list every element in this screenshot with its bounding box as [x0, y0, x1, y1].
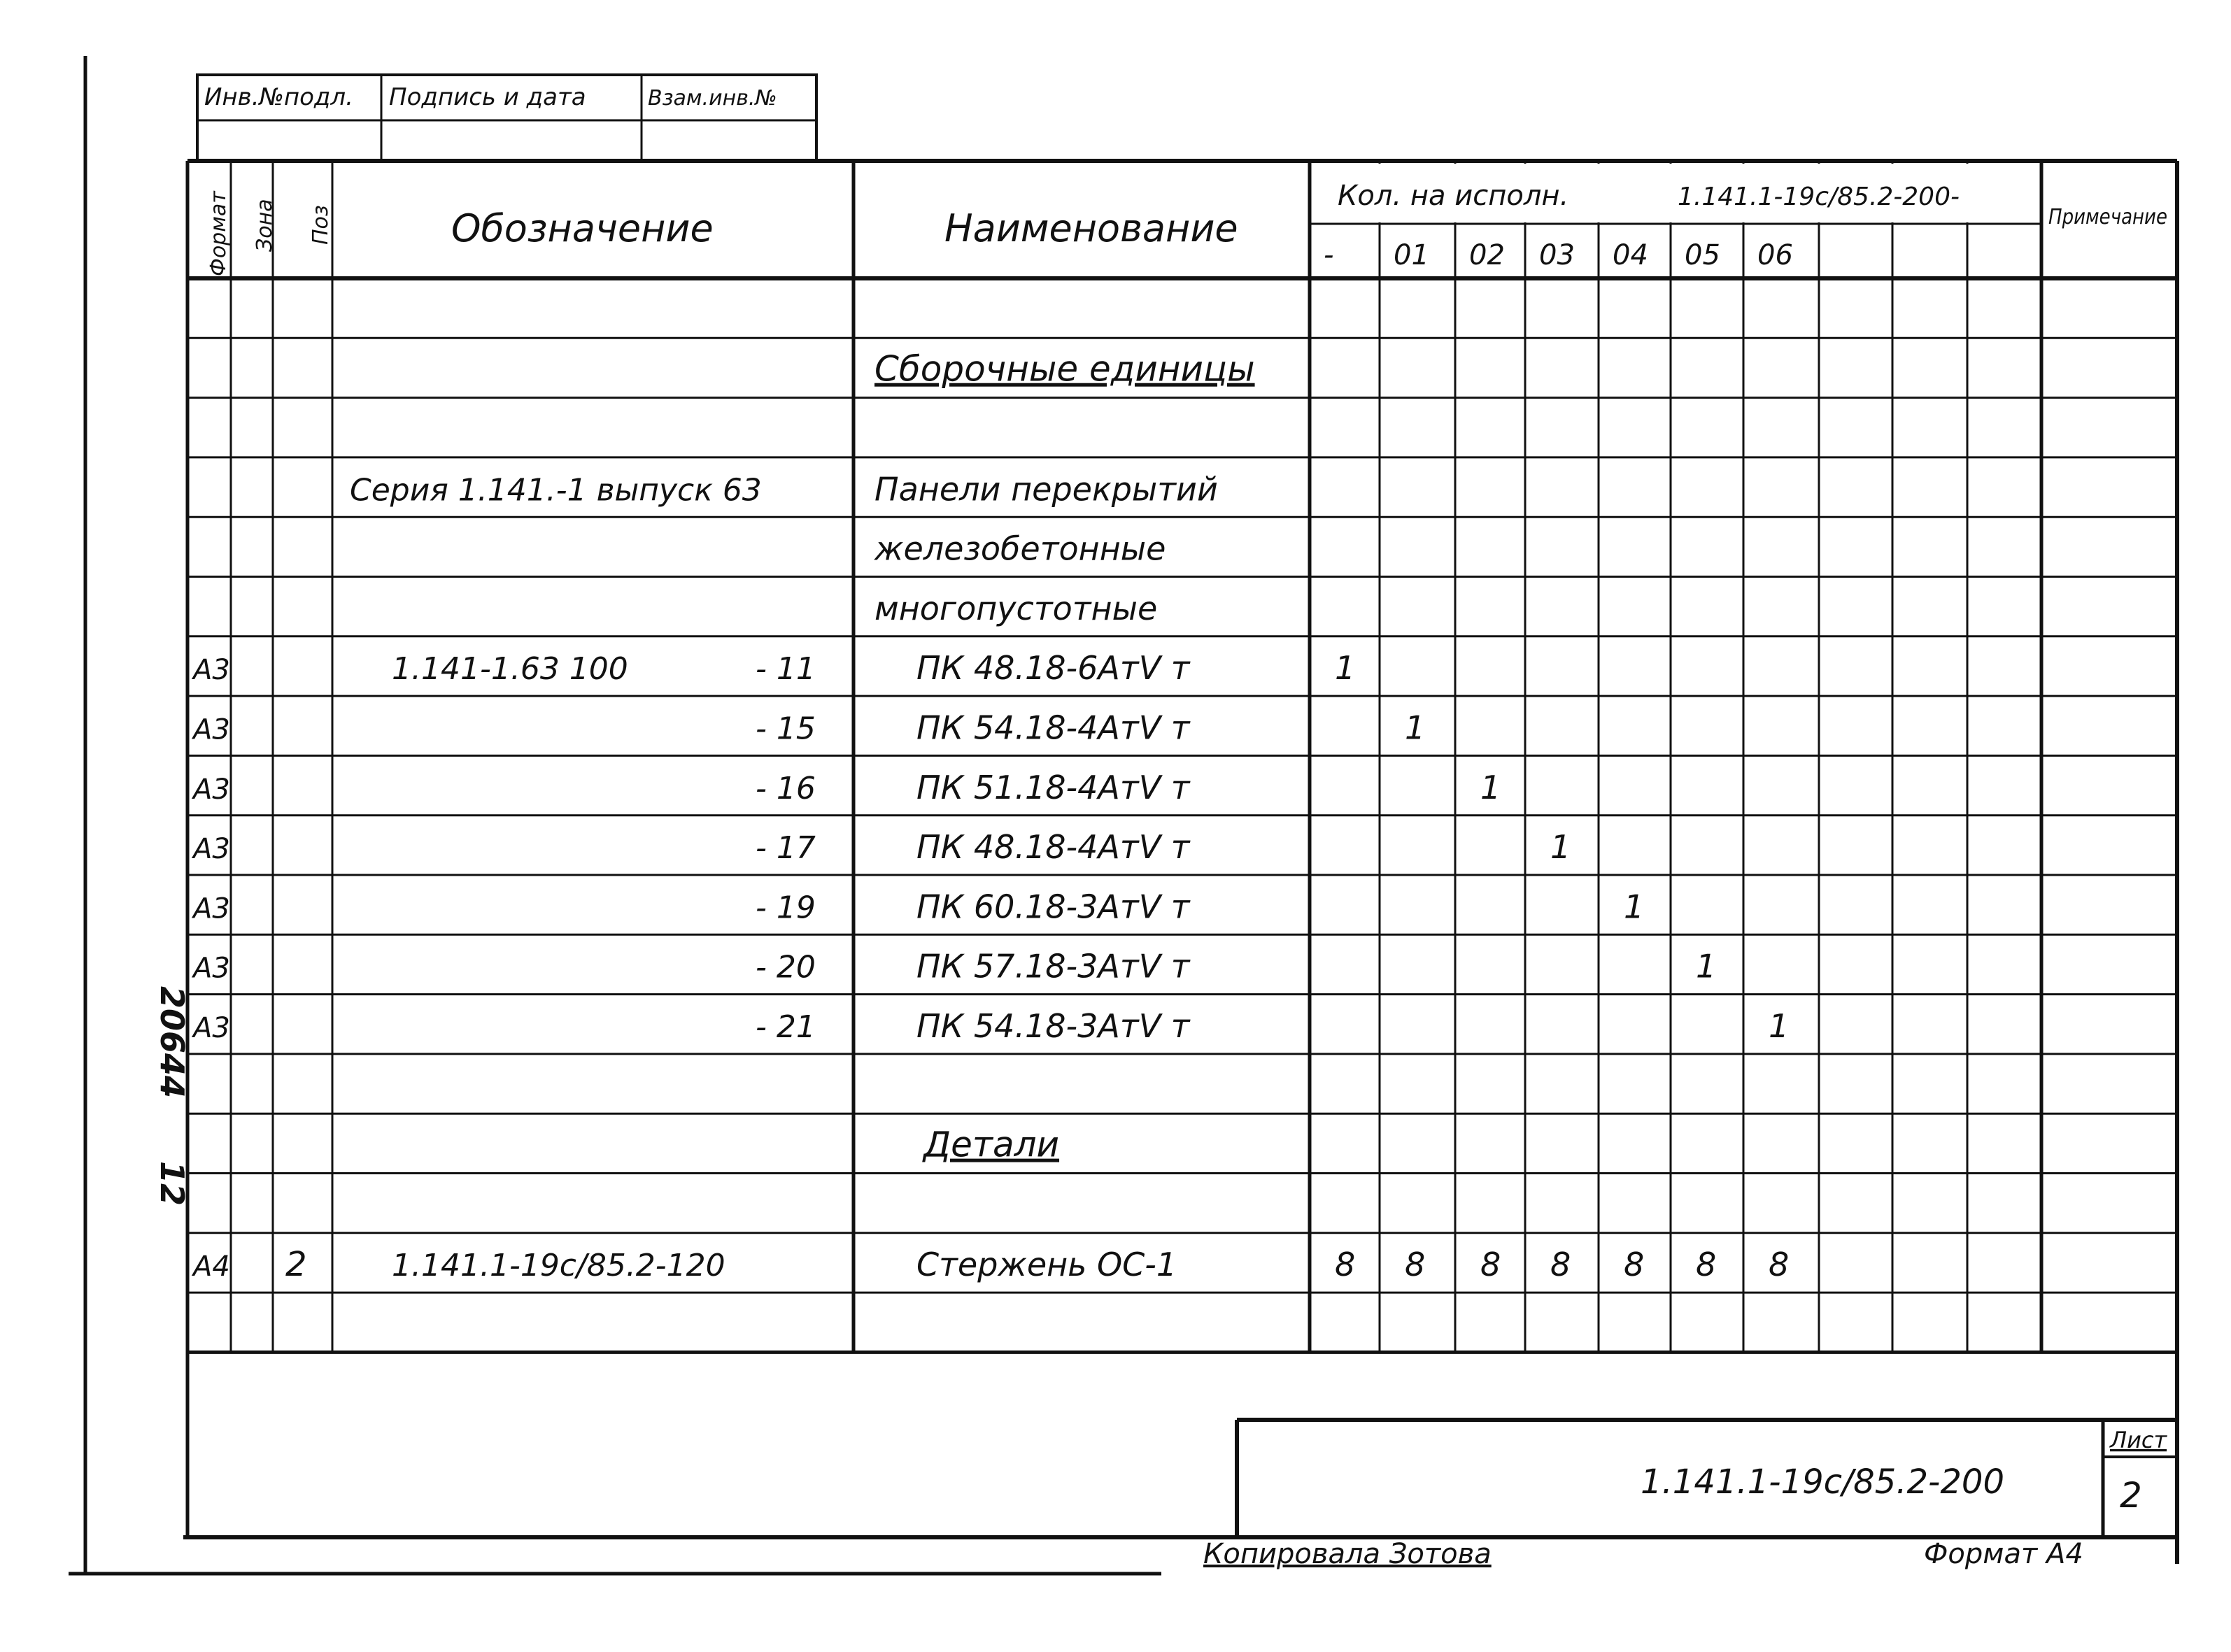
row-designation-suffix: - 21 — [756, 1009, 816, 1046]
footer-copied-by: Копировала Зотова — [1203, 1538, 1492, 1570]
row-qty: 8 — [1696, 1246, 1717, 1284]
header-designation: Обозначение — [451, 206, 714, 250]
row-qty: 1 — [1696, 947, 1717, 985]
table-row — [191, 1245, 1789, 1284]
variant-label: 04 — [1613, 239, 1648, 271]
row-name: ПК 48.18-4АтⅤ т — [916, 828, 1190, 867]
row-name: ПК 48.18-6АтⅤ т — [916, 649, 1190, 688]
row-name: многопустотные — [874, 589, 1158, 627]
variant-label: - — [1324, 239, 1334, 271]
row-qty: 1 — [1624, 888, 1645, 926]
row-qty: 1 — [1335, 649, 1356, 688]
row-designation-suffix: - 11 — [756, 651, 816, 688]
table-body — [191, 349, 1789, 1285]
row-name: ПК 54.18-4АтⅤ т — [916, 708, 1190, 747]
row-qty: 8 — [1769, 1246, 1790, 1284]
variant-label: 06 — [1757, 239, 1793, 271]
table-row — [874, 530, 1166, 568]
row-name: железобетонные — [874, 529, 1166, 568]
side-archive-number: 20644 — [153, 986, 191, 1099]
variant-label: 02 — [1469, 239, 1505, 271]
header-zone: Зона — [253, 199, 277, 252]
table-row — [874, 349, 1255, 390]
row-designation-suffix: - 15 — [756, 711, 816, 747]
title-sheet-number: 2 — [2120, 1475, 2142, 1516]
table-row — [350, 470, 1218, 508]
title-sheet-label: Лист — [2110, 1427, 2167, 1453]
table-row — [191, 769, 1501, 806]
row-qty: 1 — [1769, 1007, 1790, 1046]
row-qty: 1 — [1405, 708, 1426, 747]
row-qty: 1 — [1550, 828, 1571, 867]
variant-label: 03 — [1539, 239, 1575, 271]
stamp-box — [197, 75, 816, 162]
row-designation: Серия 1.141.-1 выпуск 63 — [350, 472, 762, 508]
row-qty: 8 — [1335, 1246, 1356, 1284]
table-row — [191, 709, 1425, 747]
row-designation-suffix: - 20 — [756, 949, 816, 985]
stamp-sign-label: Подпись и дата — [389, 83, 586, 111]
table-row — [191, 948, 1716, 985]
row-designation: 1.141-1.63 100 — [392, 651, 628, 688]
header-note: Примечание — [2048, 205, 2167, 229]
row-qty: 8 — [1624, 1246, 1645, 1284]
row-designation-suffix: - 16 — [756, 770, 816, 806]
section-heading: Детали — [923, 1124, 1060, 1165]
table-row — [191, 649, 1355, 687]
variant-label: 05 — [1685, 239, 1720, 271]
row-name: ПК 60.18-3АтⅤ т — [916, 888, 1190, 926]
row-format: А3 — [193, 713, 230, 746]
header-pos: Поз — [309, 205, 333, 245]
row-name: ПК 54.18-3АтⅤ т — [916, 1007, 1190, 1046]
row-pos: 2 — [285, 1245, 307, 1285]
row-name: ПК 57.18-3АтⅤ т — [916, 947, 1190, 985]
stamp-inv-label: Инв.№подл. — [204, 83, 353, 111]
row-format: А3 — [193, 892, 230, 925]
title-block — [1237, 1420, 2177, 1537]
row-designation: 1.141.1-19с/85.2-120 — [392, 1248, 725, 1284]
header-format: Формат — [206, 191, 231, 276]
row-format: А3 — [193, 654, 230, 687]
table-row — [191, 888, 1644, 925]
side-archive-number-2: 12 — [153, 1161, 191, 1206]
row-qty: 8 — [1405, 1246, 1426, 1284]
header-qty-title: Кол. на исполн. — [1338, 180, 1569, 212]
variant-label: 01 — [1394, 239, 1429, 271]
table-row — [922, 1125, 1059, 1165]
title-doc-number: 1.141.1-19с/85.2-200 — [1641, 1462, 2004, 1502]
row-qty: 8 — [1550, 1246, 1571, 1284]
header-name: Наименование — [944, 206, 1238, 250]
table-row — [191, 1007, 1789, 1045]
footer-format: Формат А4 — [1924, 1538, 2083, 1570]
row-designation-suffix: - 17 — [756, 830, 816, 867]
table-row — [874, 590, 1157, 627]
row-format: А3 — [193, 833, 230, 866]
table-row — [191, 828, 1571, 866]
row-qty: 8 — [1480, 1246, 1501, 1284]
variant-header-row — [1324, 239, 1793, 271]
row-format: А3 — [193, 1012, 230, 1045]
row-designation-suffix: - 19 — [756, 890, 816, 926]
row-qty: 1 — [1480, 768, 1501, 806]
table-header — [206, 180, 2167, 276]
row-format: А3 — [193, 773, 230, 806]
row-format: А3 — [193, 952, 230, 985]
row-name: Стержень ОС-1 — [916, 1246, 1177, 1284]
row-format: А4 — [193, 1251, 230, 1283]
row-name: Панели перекрытий — [874, 470, 1218, 508]
section-heading: Сборочные единицы — [874, 348, 1255, 390]
row-name: ПК 51.18-4АтⅤ т — [916, 768, 1190, 806]
stamp-replace-label: Взам.инв.№ — [648, 86, 777, 111]
header-doc-prefix: 1.141.1-19с/85.2-200- — [1678, 183, 1960, 211]
